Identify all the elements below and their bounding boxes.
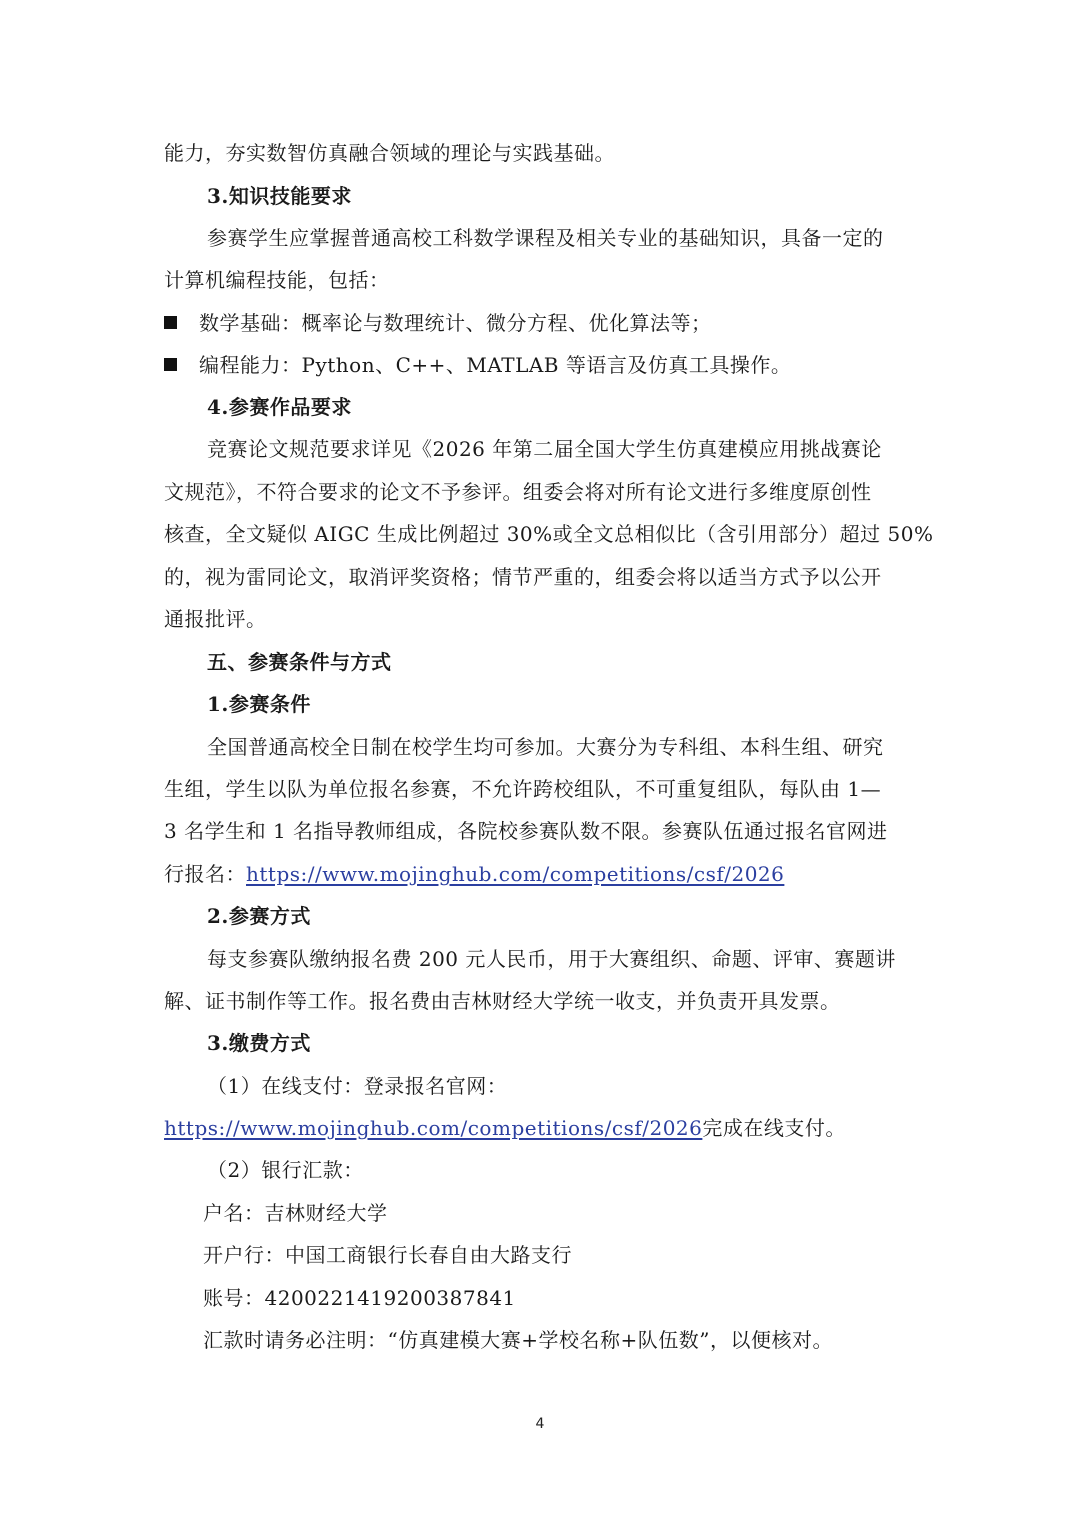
paragraph-line: 全国普通高校全日制在校学生均可参加。大赛分为专科组、本科生组、研究: [207, 735, 884, 759]
paragraph-line: 生组，学生以队为单位报名参赛，不允许跨校组队，不可重复组队，每队由 1—: [164, 777, 882, 801]
registration-link[interactable]: https://www.mojinghub.com/competitions/csf/2026: [246, 862, 785, 886]
section-heading-payment: 3.缴费方式: [207, 1031, 311, 1055]
paragraph-line: 计算机编程技能，包括：: [164, 268, 390, 292]
account-number: 账号：4200221419200387841: [203, 1286, 516, 1310]
bullet-square-icon: [164, 358, 177, 371]
paragraph-line: 能力，夯实数智仿真融合领域的理论与实践基础。: [164, 141, 615, 165]
payment-online-label: （1）在线支付：登录报名官网：: [207, 1074, 508, 1098]
page-number: 4: [535, 1416, 545, 1432]
paragraph-line: 每支参赛队缴纳报名费 200 元人民币，用于大赛组织、命题、评审、赛题讲: [207, 947, 896, 971]
section-heading-knowledge-skills: 3.知识技能要求: [207, 184, 352, 208]
bank-branch: 开户行：中国工商银行长春自由大路支行: [203, 1243, 572, 1267]
bullet-text: 编程能力：Python、C++、MATLAB 等语言及仿真工具操作。: [199, 353, 792, 377]
bullet-item-programming: [164, 352, 924, 378]
payment-link-line: [164, 1115, 924, 1141]
registration-line: [164, 861, 924, 887]
section-heading-eligibility: 1.参赛条件: [207, 692, 311, 716]
paragraph-line: 核查，全文疑似 AIGC 生成比例超过 30%或全文总相似比（含引用部分）超过 50%: [164, 522, 934, 546]
section-heading-participation-method: 2.参赛方式: [207, 904, 311, 928]
bullet-square-icon: [164, 316, 177, 329]
remittance-note: 汇款时请务必注明：“仿真建模大赛+学校名称+队伍数”，以便核对。: [203, 1328, 833, 1352]
paragraph-line: 的，视为雷同论文，取消评奖资格；情节严重的，组委会将以适当方式予以公开: [164, 565, 882, 589]
paragraph-line: 通报批评。: [164, 607, 267, 631]
paragraph-line: 3 名学生和 1 名指导教师组成，各院校参赛队数不限。参赛队伍通过报名官网进: [164, 819, 888, 843]
payment-link[interactable]: https://www.mojinghub.com/competitions/csf/2026: [164, 1116, 703, 1140]
paragraph-line: 竞赛论文规范要求详见《2026 年第二届全国大学生仿真建模应用挑战赛论: [207, 437, 882, 461]
account-name: 户名：吉林财经大学: [203, 1201, 388, 1225]
payment-bank-label: （2）银行汇款：: [207, 1158, 364, 1182]
section-heading-work-requirements: 4.参赛作品要求: [207, 395, 352, 419]
registration-prefix: 行报名：: [164, 862, 246, 886]
paragraph-line: 参赛学生应掌握普通高校工科数学课程及相关专业的基础知识，具备一定的: [207, 226, 884, 250]
bullet-item-math: [164, 310, 924, 336]
paragraph-line: 文规范》，不符合要求的论文不予参评。组委会将对所有论文进行多维度原创性: [164, 480, 872, 504]
payment-link-suffix: 完成在线支付。: [702, 1116, 846, 1140]
paragraph-line: 解、证书制作等工作。报名费由吉林财经大学统一收支，并负责开具发票。: [164, 989, 841, 1013]
chapter-heading-conditions: 五、参赛条件与方式: [207, 650, 392, 674]
bullet-text: 数学基础：概率论与数理统计、微分方程、优化算法等；: [199, 311, 712, 335]
